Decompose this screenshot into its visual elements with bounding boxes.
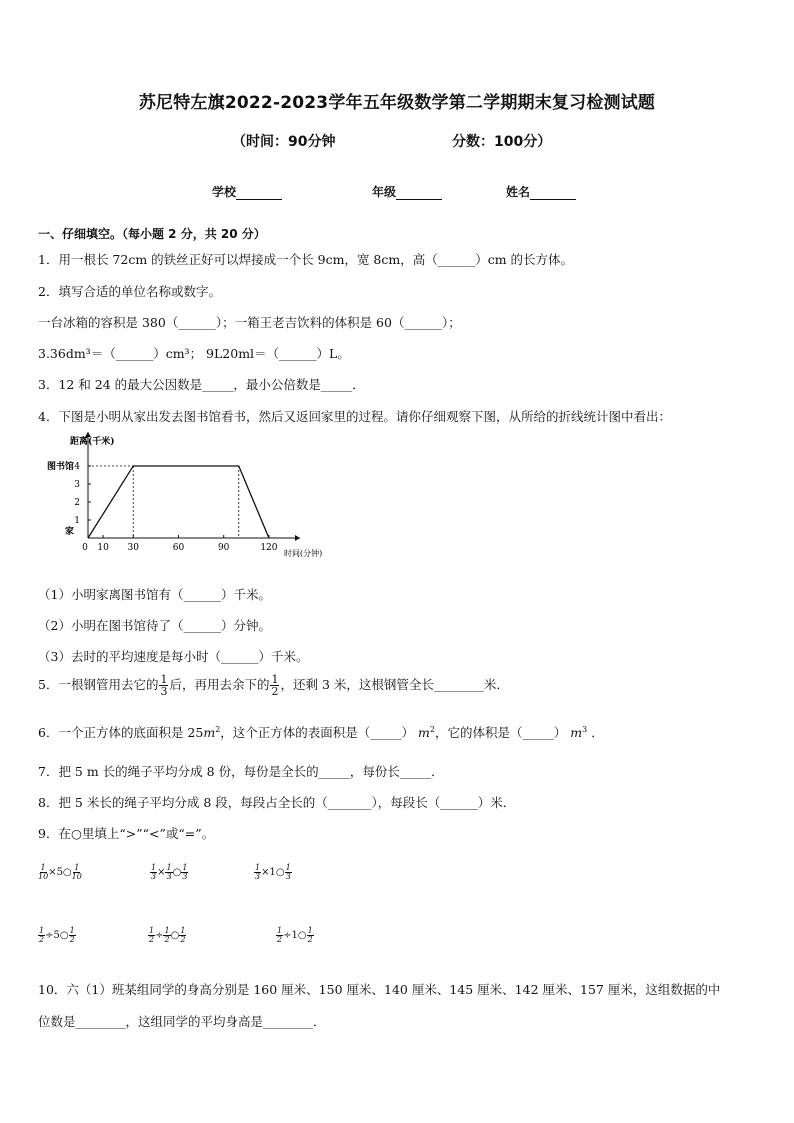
- question-4: 4．下图是小明从家出发去图书馆看书，然后又返回家里的过程。请你仔细观察下图，从所给的折线统计图中看出：: [38, 409, 671, 424]
- y-tick-label: 4: [74, 462, 80, 472]
- section-heading: 一、仔细填空。（每小题 2 分，共 20 分）: [38, 227, 266, 241]
- distance-time-chart: [38, 430, 328, 565]
- question-9: 9．在○里填上“>”“<”或“=”。: [38, 826, 215, 841]
- compare-item-6: $\frac{1}{2}$ ÷1○ $\frac{1}{2}$: [277, 926, 313, 944]
- x-axis-label: 时间(分钟): [284, 549, 323, 558]
- x-tick-label: 0: [82, 543, 88, 553]
- question-1: 1．用一根长 72cm 的铁丝正好可以焊接成一个长 9cm，宽 8cm，高（______）cm 的长方体。: [38, 252, 574, 267]
- fraction-one-half: $\frac{1}{2}$: [271, 673, 279, 698]
- compare-item-5: $\frac{1}{2}$ ÷ $\frac{1}{2}$ ○ $\frac{1}{2}$: [149, 926, 186, 944]
- question-4-1: （1）小明家离图书馆有（______）千米。: [38, 587, 271, 602]
- compare-item-4: $\frac{1}{2}$ ÷5○ $\frac{1}{2}$: [39, 926, 75, 944]
- question-10-line2: 位数是________，这组同学的平均身高是________．: [38, 1014, 326, 1029]
- compare-item-3: $\frac{1}{3}$ ×1○ $\frac{1}{3}$: [255, 863, 291, 881]
- page-title: 苏尼特左旗2022-2023学年五年级数学第二学期期末复习检测试题: [138, 93, 656, 113]
- question-3: 3．12 和 24 的最大公因数是_____，最小公倍数是_____．: [38, 377, 365, 392]
- y-top-label: 图书馆: [46, 462, 74, 472]
- compare-item-2: $\frac{1}{3}$ × $\frac{1}{3}$ ○ $\frac{1}{3}$: [151, 863, 188, 881]
- question-4-2: （2）小明在图书馆待了（______）分钟。: [38, 618, 271, 633]
- x-tick-label: 90: [217, 543, 230, 553]
- fraction-one-third: $\frac{1}{3}$: [160, 673, 168, 698]
- x-tick-label: 10: [97, 543, 109, 553]
- question-2: 2．填写合适的单位名称或数字。: [38, 284, 221, 299]
- question-5: 5．一根钢管用去它的 $\frac{1}{3}$ 后，再用去余下的 $\frac{1}{2}$ ，还剩 3 米，这根钢管全长________米．: [38, 673, 509, 698]
- x-axis-arrow: [295, 535, 300, 541]
- compare-item-1: $\frac{1}{10}$ ×5○ $\frac{1}{10}$: [38, 863, 82, 881]
- y-tick-label: 3: [74, 480, 80, 490]
- grade-field[interactable]: 年级: [372, 183, 442, 200]
- question-2a: 一台冰箱的容积是 380（______）；一箱王老吉饮料的体积是 60（______）；: [38, 315, 461, 330]
- y-bottom-label: 家: [64, 527, 74, 537]
- question-8: 8．把 5 米长的绳子平均分成 8 段，每段占全长的（_______），每段长（______）米．: [38, 795, 516, 810]
- exam-time: （时间：90分钟: [232, 134, 336, 150]
- question-2b: 3.36dm³＝（______）cm³； 9L20ml＝（______）L。: [38, 346, 350, 361]
- x-tick-label: 60: [172, 543, 185, 553]
- exam-score: 分数：100分）: [452, 134, 552, 150]
- name-field[interactable]: 姓名: [506, 183, 576, 200]
- school-field[interactable]: 学校: [212, 183, 282, 200]
- question-7: 7．把 5 m 长的绳子平均分成 8 份，每份是全长的_____，每份长_____．: [38, 764, 444, 779]
- series-line: [88, 466, 269, 538]
- question-6: 6．一个正方体的底面积是 $25m^2$，这个正方体的表面积是（_____） $m^2$，它的体积是（_____） $m^3$ ．: [38, 724, 604, 740]
- x-tick-label: 120: [260, 543, 278, 553]
- question-10-line1: 10．六（1）班某组同学的身高分别是 160 厘米、150 厘米、140 厘米、145 厘米、142 厘米、157 厘米，这组数据的中: [38, 982, 721, 997]
- y-axis-label: 距离(千米): [70, 437, 115, 447]
- x-tick-label: 30: [127, 543, 139, 553]
- y-tick-label: 2: [74, 498, 80, 508]
- question-4-3: （3）去时的平均速度是每小时（______）千米。: [38, 649, 309, 664]
- y-tick-label: 1: [74, 516, 80, 526]
